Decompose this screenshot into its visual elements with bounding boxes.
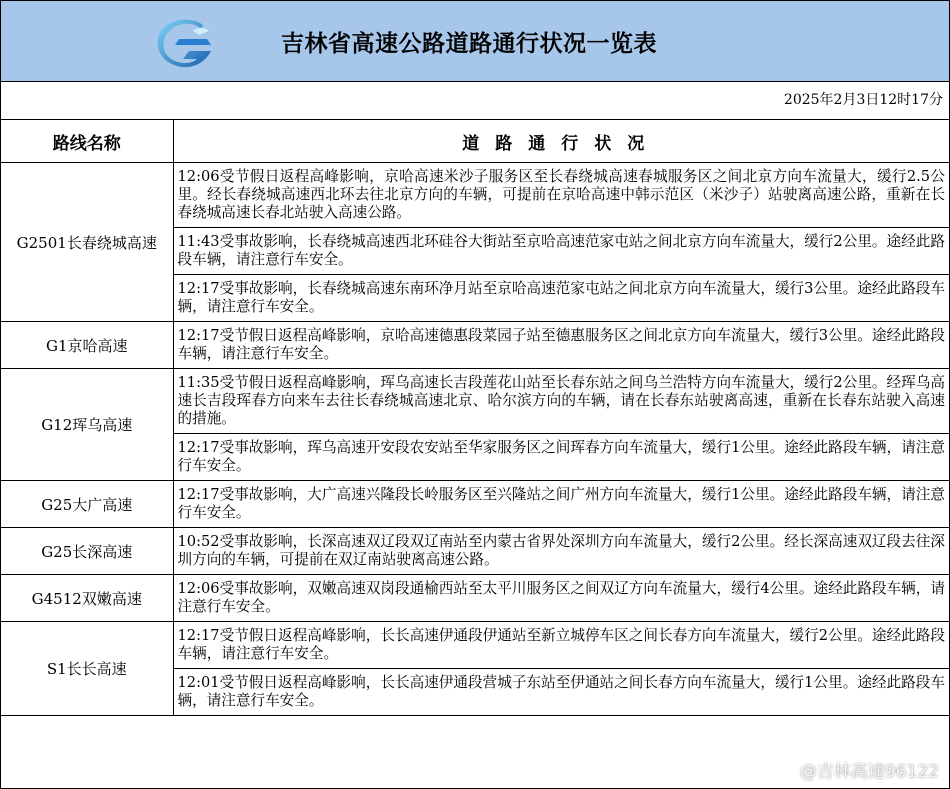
status-entry: 12:01受节假日返程高峰影响，长长高速伊通段营城子东站至伊通站之间长春方向车流量大，缓行1公里。途经此路段车辆，请注意行车安全。 (173, 669, 949, 716)
status-entry: 12:17受事故影响，大广高速兴隆段长岭服务区至兴隆站之间广州方向车流量大，缓行1公里。途经此路段车辆，请注意行车安全。 (173, 481, 949, 528)
status-entry: 11:35受节假日返程高峰影响，珲乌高速长吉段莲花山站至长春东站之间乌兰浩特方向车流量大，缓行2公里。经珲乌高速长吉段珲春方向来车去往长春绕城高速北京、哈尔滨方向的车辆，请在长春东站驶离高速，重新在长春东站驶入高速的措施。 (173, 369, 949, 434)
route-name: G2501长春绕城高速 (1, 163, 173, 322)
table-row (1, 369, 949, 434)
route-name: G12珲乌高速 (1, 369, 173, 481)
route-name: S1长长高速 (1, 622, 173, 716)
jilin-expressway-logo-icon (153, 15, 217, 71)
status-entry: 11:43受事故影响，长春绕城高速西北环硅谷大街站至京哈高速范家屯站之间北京方向车流量大，缓行2公里。途经此路段车辆，请注意行车安全。 (173, 228, 949, 275)
status-entry: 12:17受事故影响，珲乌高速开安段农安站至华家服务区之间珲春方向车流量大，缓行1公里。途经此路段车辆，请注意行车安全。 (173, 434, 949, 481)
table-row (1, 622, 949, 669)
column-header-status: 道路通行状况 (173, 120, 949, 163)
table-row (1, 481, 949, 528)
watermark: @吉林高速96122 (799, 762, 939, 782)
route-name: G4512双嫩高速 (1, 575, 173, 622)
header-banner (1, 1, 949, 82)
report-timestamp: 2025年2月3日12时17分 (1, 82, 949, 120)
page-title: 吉林省高速公路道路通行状况一览表 (281, 31, 657, 57)
route-name: G25大广高速 (1, 481, 173, 528)
route-name: G1京哈高速 (1, 322, 173, 369)
table-row (1, 322, 949, 369)
table-row (1, 575, 949, 622)
table-header-row (1, 120, 949, 163)
column-header-route: 路线名称 (1, 120, 173, 163)
status-entry: 12:17受事故影响，长春绕城高速东南环净月站至京哈高速范家屯站之间北京方向车流量大，缓行3公里。途经此路段车辆，请注意行车安全。 (173, 275, 949, 322)
status-entry: 12:17受节假日返程高峰影响，京哈高速德惠段菜园子站至德惠服务区之间北京方向车流量大，缓行3公里。途经此路段车辆，请注意行车安全。 (173, 322, 949, 369)
route-name: G25长深高速 (1, 528, 173, 575)
status-entry: 12:06受节假日返程高峰影响，京哈高速米沙子服务区至长春绕城高速春城服务区之间北京方向车流量大，缓行2.5公里。经长春绕城高速西北环去往北京方向的车辆，可提前在京哈高速中韩示范区（米沙子）站驶离高速公路，重新在长春绕城高速长春北站驶入高速公路。 (173, 163, 949, 228)
status-entry: 12:17受节假日返程高峰影响，长长高速伊通段伊通站至新立城停车区之间长春方向车流量大，缓行2公里。途经此路段车辆，请注意行车安全。 (173, 622, 949, 669)
traffic-status-table (1, 120, 949, 716)
status-entry: 10:52受事故影响，长深高速双辽段双辽南站至内蒙古省界处深圳方向车流量大，缓行2公里。经长深高速双辽段去往深圳方向的车辆，可提前在双辽南站驶离高速公路。 (173, 528, 949, 575)
status-entry: 12:06受事故影响，双嫩高速双岗段通榆西站至太平川服务区之间双辽方向车流量大，缓行4公里。途经此路段车辆，请注意行车安全。 (173, 575, 949, 622)
table-row (1, 163, 949, 228)
table-row (1, 528, 949, 575)
